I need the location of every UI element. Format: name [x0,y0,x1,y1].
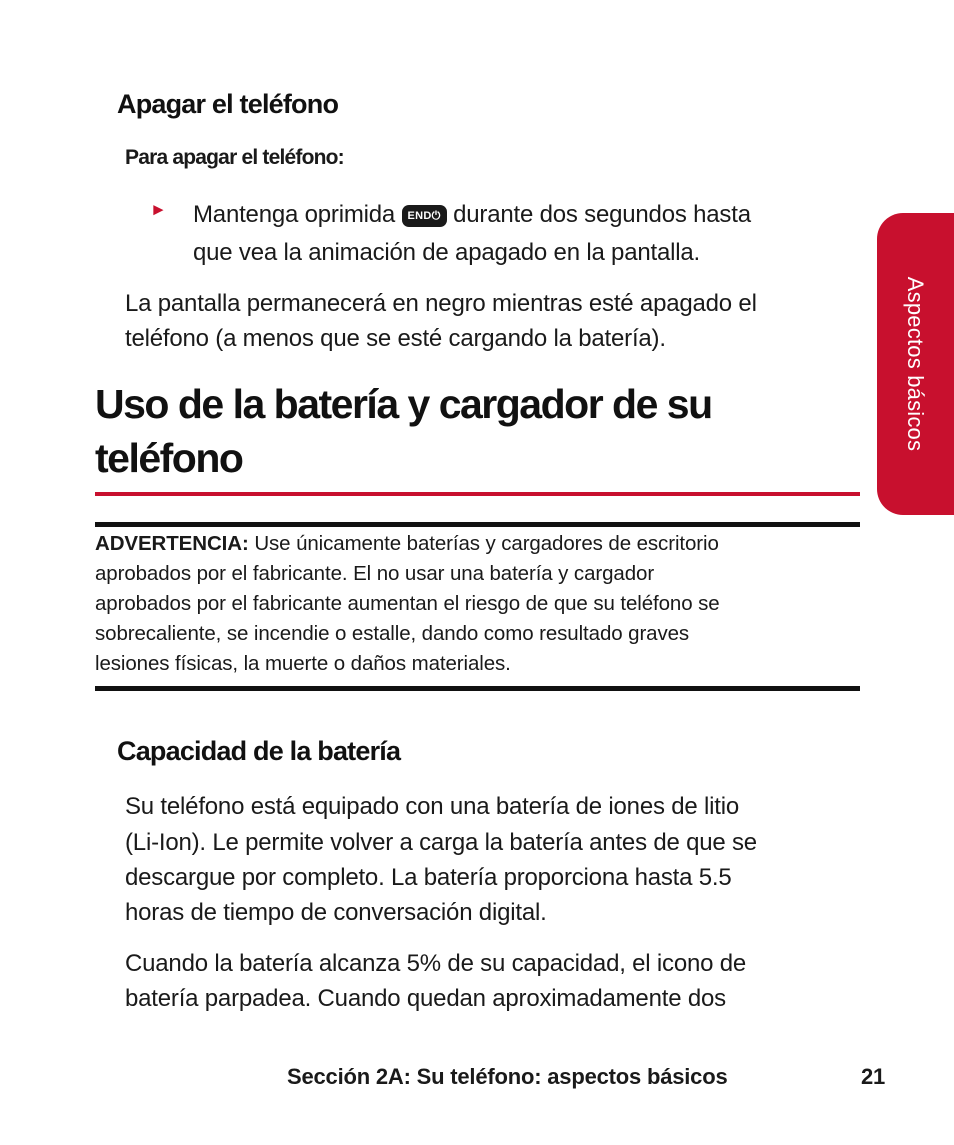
bullet-line-1 [193,197,751,232]
capacity-p1-line-2: (Li-Ion). Le permite volver a carga la batería antes de que se [125,829,757,856]
paragraph-line-2: teléfono (a menos que se esté cargando la batería). [125,325,666,352]
end-key-label: END [407,210,432,222]
warning-line-4: sobrecaliente, se incendie o estalle, dando como resultado graves [95,622,690,645]
bullet-line-2: que vea la animación de apagado en la pantalla. [193,239,700,266]
bullet-text-after-key: durante dos segundos hasta [453,201,751,228]
warning-line-3: aprobados por el fabricante aumentan el riesgo de que su teléfono se [95,592,720,615]
end-key-icon [402,205,447,227]
page-number: 21 [861,1064,886,1089]
bullet-text-before-key: Mantenga oprimida [193,201,396,228]
capacity-p1-line-4: horas de tiempo de conversación digital. [125,899,547,926]
warning-line-2: aprobados por el fabricante. El no usar una batería y cargador [95,562,655,585]
power-symbol-icon: ⏻ [431,210,441,222]
main-title-line-1: Uso de la batería y cargador de su [95,381,712,427]
warning-bottom-rule [95,686,860,691]
section-heading-apagar: Apagar el teléfono [117,89,339,119]
bullet-marker: ► [150,200,167,219]
main-title-line-2: teléfono [95,435,243,481]
side-section-tab [877,213,954,515]
capacity-p2-line-1: Cuando la batería alcanza 5% de su capacidad, el icono de [125,950,747,977]
side-tab-label: Aspectos básicos [903,276,929,452]
capacity-p2-line-2: batería parpadea. Cuando quedan aproximadamente dos [125,985,726,1012]
warning-top-rule [95,522,860,527]
section-heading-capacidad: Capacidad de la batería [117,736,401,766]
subheading-para-apagar: Para apagar el teléfono: [125,146,344,169]
warning-label: ADVERTENCIA: [95,532,249,555]
capacity-p1-line-1: Su teléfono está equipado con una batería de iones de litio [125,793,740,820]
footer-section-title: Sección 2A: Su teléfono: aspectos básicos [287,1064,728,1089]
capacity-p1-line-3: descargue por completo. La batería proporciona hasta 5.5 [125,864,732,891]
warning-line-5: lesiones físicas, la muerte o daños materiales. [95,652,511,675]
paragraph-line-1: La pantalla permanecerá en negro mientras esté apagado el [125,290,757,317]
warning-line-1 [95,529,719,559]
title-underline [95,492,860,496]
warning-text-1: Use únicamente baterías y cargadores de escritorio [254,532,719,555]
